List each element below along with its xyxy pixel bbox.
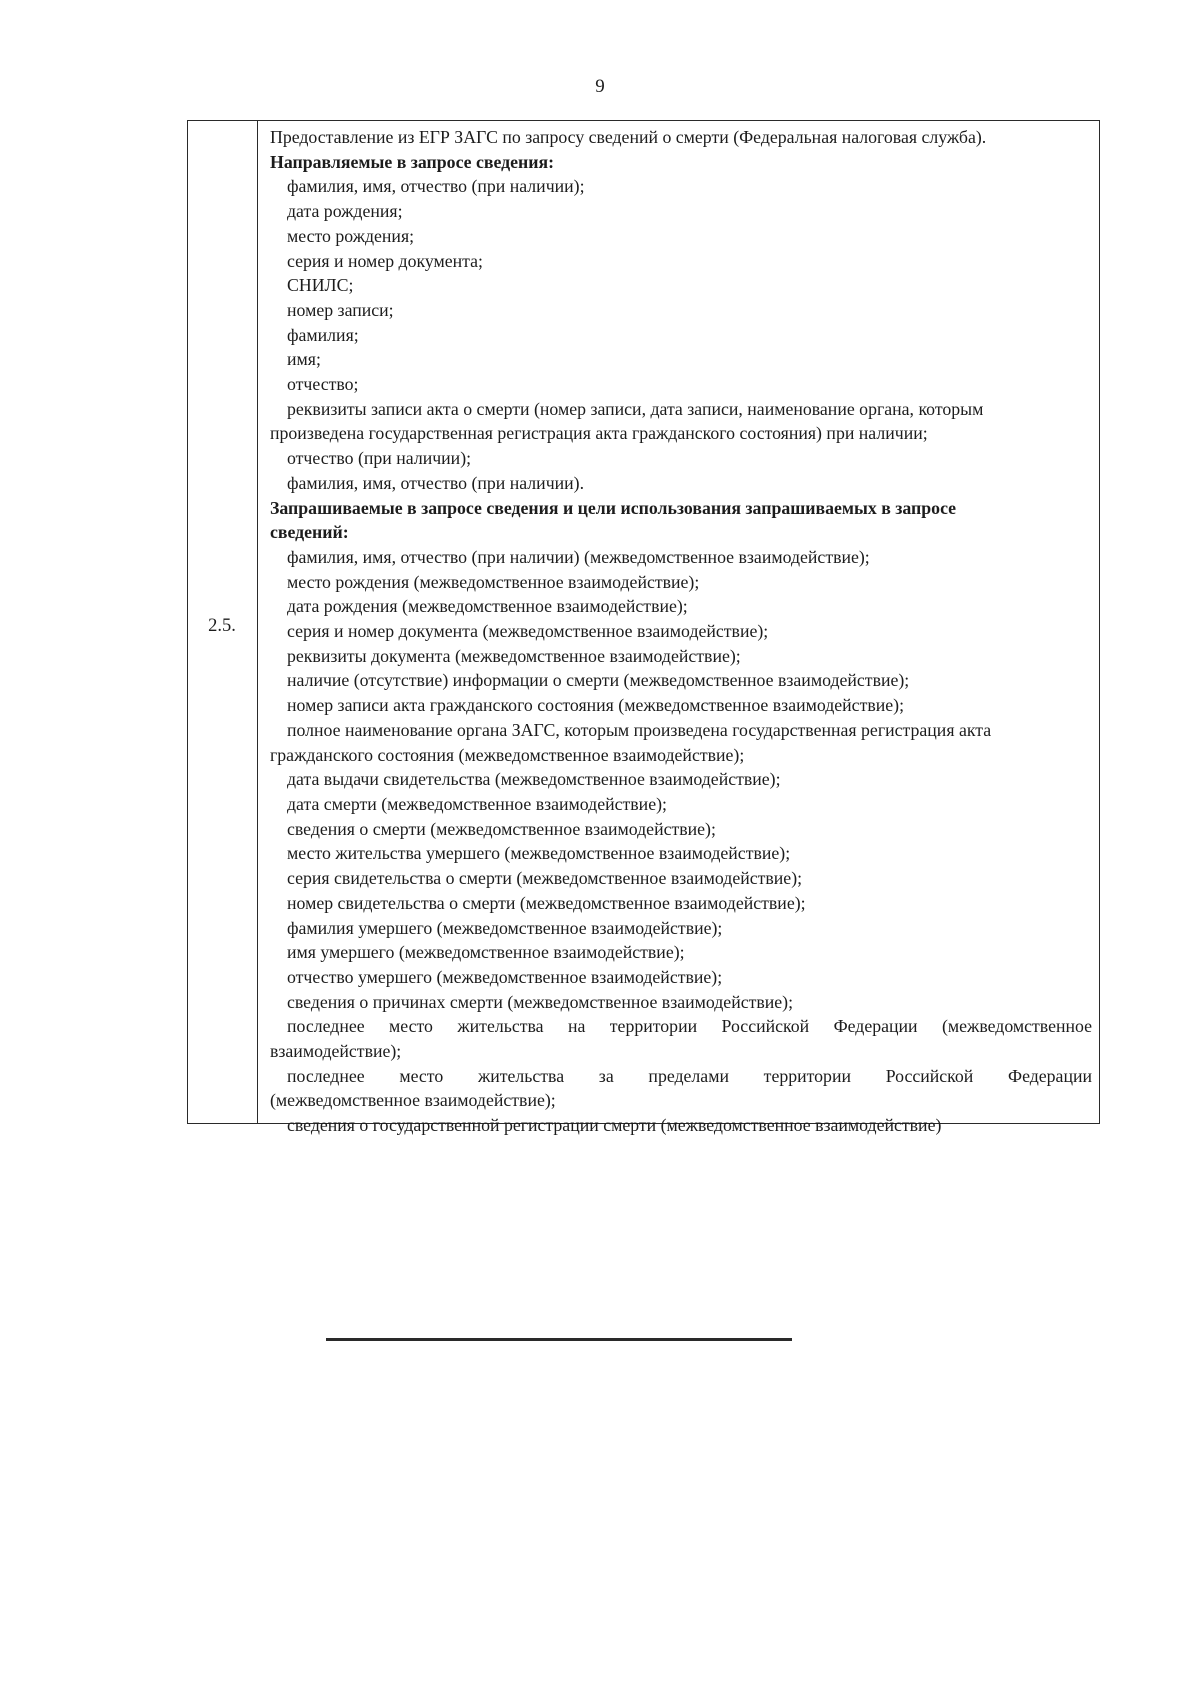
requested-heading: Запрашиваемые в запросе сведения и цели использования запрашиваемых в запросе xyxy=(270,497,957,518)
list-item: место рождения (межведомственное взаимодействие); xyxy=(287,571,700,592)
list-item: место рождения; xyxy=(287,225,415,246)
list-item-continuation: произведена государственная регистрация акта гражданского состояния) при наличии; xyxy=(270,423,928,444)
list-item: дата рождения (межведомственное взаимодействие); xyxy=(287,596,688,617)
data-table xyxy=(187,120,1100,1136)
requested-heading-continuation: сведений: xyxy=(270,522,349,543)
list-item: отчество (при наличии); xyxy=(287,448,472,469)
row-number: 2.5. xyxy=(208,616,236,636)
list-item: фамилия, имя, отчество (при наличии). xyxy=(287,472,585,493)
list-item: фамилия; xyxy=(287,324,359,345)
list-item: имя умершего (межведомственное взаимодействие); xyxy=(287,942,685,963)
list-item: последнее место жительства за пределами территории Российской Федерации xyxy=(287,1065,1092,1086)
list-item: сведения о государственной регистрации смерти (межведомственное взаимодействие) xyxy=(287,1115,942,1136)
list-item-continuation: взаимодействие); xyxy=(270,1041,402,1062)
closing-rule xyxy=(326,1338,792,1341)
list-item-continuation: (межведомственное взаимодействие); xyxy=(270,1090,556,1111)
list-item: последнее место жительства на территории Российской Федерации (межведомственное xyxy=(287,1016,1092,1037)
list-item: реквизиты записи акта о смерти (номер записи, дата записи, наименование органа, которым xyxy=(287,398,984,419)
sent-heading: Направляемые в запросе сведения: xyxy=(270,151,555,172)
list-item: номер свидетельства о смерти (межведомственное взаимодействие); xyxy=(287,892,806,913)
list-item: отчество умершего (межведомственное взаимодействие); xyxy=(287,966,723,987)
list-item-continuation: гражданского состояния (межведомственное взаимодействие); xyxy=(270,744,745,765)
service-title: Предоставление из ЕГР ЗАГС по запросу сведений о смерти (Федеральная налоговая служба). xyxy=(270,127,987,147)
list-item: серия и номер документа (межведомственное взаимодействие); xyxy=(287,621,769,642)
list-item: фамилия, имя, отчество (при наличии); xyxy=(287,176,585,197)
list-item: реквизиты документа (межведомственное взаимодействие); xyxy=(287,645,741,666)
list-item: сведения о смерти (межведомственное взаимодействие); xyxy=(287,818,716,839)
list-item: серия и номер документа; xyxy=(287,250,484,271)
list-item: дата рождения; xyxy=(287,201,403,222)
list-item: дата смерти (межведомственное взаимодействие); xyxy=(287,793,667,814)
content-cell xyxy=(270,125,1092,1138)
list-item: фамилия умершего (межведомственное взаимодействие); xyxy=(287,917,723,938)
list-item: дата выдачи свидетельства (межведомственное взаимодействие); xyxy=(287,769,781,790)
list-item: отчество; xyxy=(287,374,359,395)
list-item: фамилия, имя, отчество (при наличии) (межведомственное взаимодействие); xyxy=(287,546,870,567)
page-number: 9 xyxy=(595,76,605,97)
list-item: сведения о причинах смерти (межведомственное взаимодействие); xyxy=(287,991,794,1012)
list-item: наличие (отсутствие) информации о смерти (межведомственное взаимодействие); xyxy=(287,670,910,691)
list-item: номер записи; xyxy=(287,299,394,320)
list-item: СНИЛС; xyxy=(287,275,354,296)
list-item: номер записи акта гражданского состояния (межведомственное взаимодействие); xyxy=(287,695,905,716)
list-item: полное наименование органа ЗАГС, которым произведена государственная регистрация акта xyxy=(287,719,992,740)
list-item: место жительства умершего (межведомственное взаимодействие); xyxy=(287,843,791,864)
list-item: серия свидетельства о смерти (межведомственное взаимодействие); xyxy=(287,868,803,889)
row-number-cell xyxy=(188,121,258,1123)
list-item: имя; xyxy=(287,349,321,370)
